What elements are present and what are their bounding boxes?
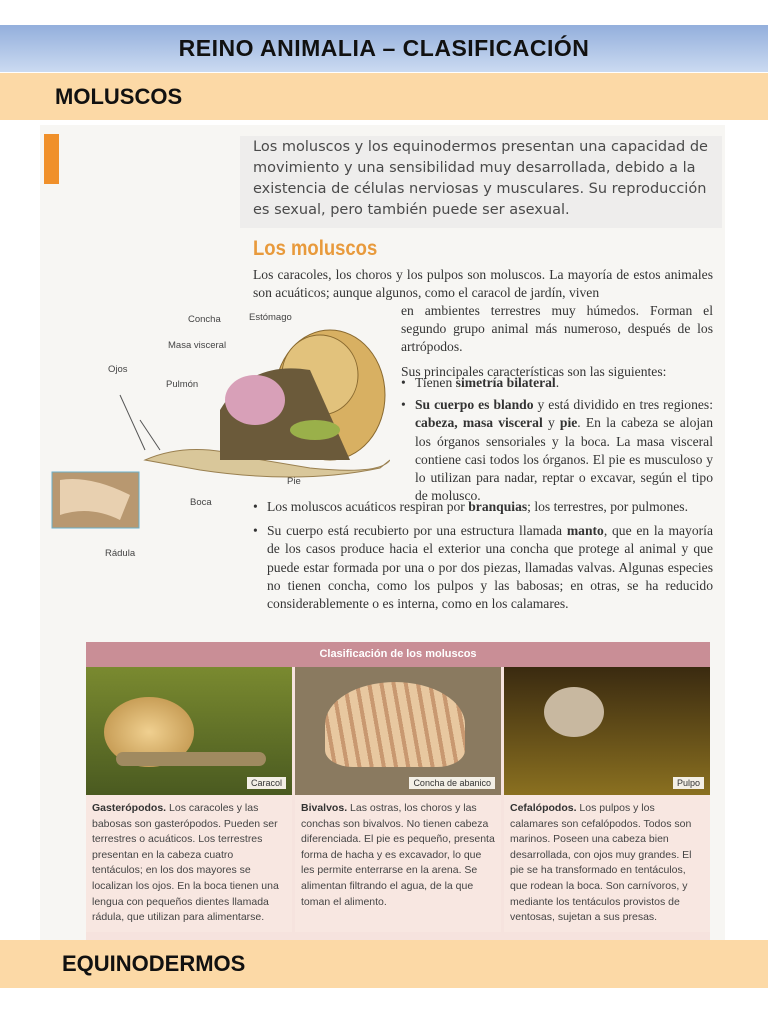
label-boca: Boca xyxy=(190,497,212,508)
column-bivalvos: Bivalvos. Las ostras, los choros y las conchas son bivalvos. No tienen cabeza diferenciada. El pie es pequeño, presenta forma de hacha y es excavador, lo que les permite enterrarse en la arena. Se alimentan filtrando el agua, de la que toman el alimento. xyxy=(295,795,501,932)
label-pulmon: Pulmón xyxy=(166,379,199,390)
photo-caracol xyxy=(86,667,292,795)
paragraph-block xyxy=(401,302,713,381)
bullet-item: • Tienen simetría bilateral. xyxy=(401,374,713,392)
column-gasteropodos: Gasterópodos. Los caracoles y las babosas son gasterópodos. Pueden ser terrestres o acuáticos. Los terrestres presentan en la cabeza cuatro tentáculos; en los dos mayores se localizan los ojos. En la boca tienen una lengua con pequeños dientes llamada rádula, que utilizan para alimentarse. xyxy=(86,795,292,932)
intro-text: Los moluscos y los equinodermos presentan una capacidad de movimiento y una sensibilidad muy desarrollada, debido a la existencia de células nerviosas y musculares. Su reproducción es sexual, pero también puede ser asexual. xyxy=(253,139,708,218)
caption: Pulpo xyxy=(673,777,704,789)
caption: Concha de abanico xyxy=(409,777,495,789)
label-masa-visceral: Masa visceral xyxy=(168,340,227,351)
label-pie: Pie xyxy=(287,476,301,487)
label-ojos: Ojos xyxy=(108,364,128,375)
paragraph-2: en ambientes terrestres muy húmedos. Forman el segundo grupo animal más numeroso, después de los artrópodos. xyxy=(401,303,713,355)
caption: Caracol xyxy=(247,777,286,789)
bullet-item: • Su cuerpo es blando y está dividido en tres regiones: cabeza, masa visceral y pie. En la cabeza se alojan los órganos sensoriales y la boca. La masa visceral contiene casi todos los órganos. El pie es musculoso y lo utilizan para nadar, reptar o excavar, según el tipo de molusco. xyxy=(401,396,713,505)
bullet-list-1 xyxy=(401,374,713,505)
photo-pulpo xyxy=(504,667,710,795)
section-heading-moluscos: MOLUSCOS xyxy=(0,73,768,120)
label-estomago: Estómago xyxy=(249,312,292,323)
heading-los-moluscos: Los moluscos xyxy=(253,237,378,260)
orange-tab-marker xyxy=(44,134,59,184)
paragraph-1: Los caracoles, los choros y los pulpos son moluscos. La mayoría de estos animales son acuáticos; aunque algunos, como el caracol de jardín, viven xyxy=(253,267,713,301)
table-title: Clasificación de los moluscos xyxy=(86,642,710,667)
column-cefalopodos: Cefalópodos. Los pulpos y los calamares son cefalópodos. Todos son marinos. Poseen una cabeza bien desarrollada, con ojos muy grandes. El pie se ha transformado en tentáculos, que rodean la boca. Son carnívoros, y mediante los tentáculos provistos de ventosas, sujetan a sus presas. xyxy=(504,795,710,932)
page-title: REINO ANIMALIA – CLASIFICACIÓN xyxy=(0,25,768,72)
classification-table xyxy=(86,642,710,940)
paragraph-3: Sus principales características son las siguientes: xyxy=(401,363,667,379)
label-concha: Concha xyxy=(188,314,221,325)
section-heading-equinodermos: EQUINODERMOS xyxy=(0,940,768,988)
label-radula: Rádula xyxy=(105,548,136,559)
bullet-item: • Su cuerpo está recubierto por una estructura llamada manto, que en la mayoría de los casos produce hacia el exterior una concha que protege al animal y que puede estar formada por una o por dos piezas, llamadas valvas. Algunas especies no tienen concha, como los pulpos y las babosas; en otras, se ha reducido considerablemente o es interna, como en los calamares. xyxy=(253,522,713,613)
bullet-item: • Los moluscos acuáticos respiran por branquias; los terrestres, por pulmones. xyxy=(253,498,713,516)
photo-concha-de-abanico xyxy=(295,667,501,795)
